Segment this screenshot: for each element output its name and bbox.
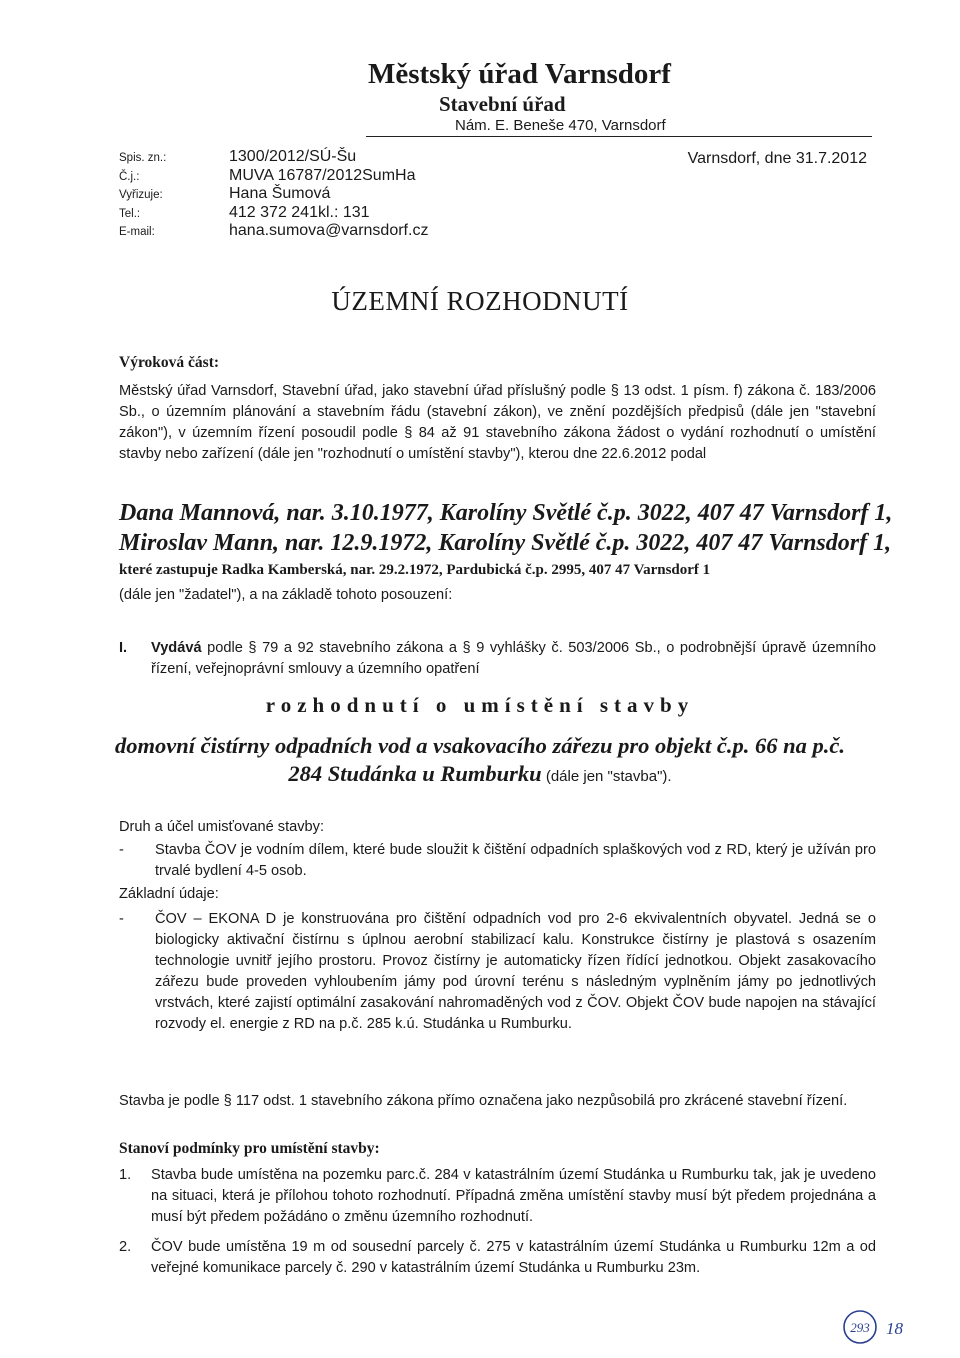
subject-place: 284 Studánka u Rumburku xyxy=(288,761,542,786)
basic-text: ČOV – EKONA D je konstruována pro čištění odpadních vod pro 2-6 ekvivalentních obyvatel. Jedná se o biologicky aktivační čistírnu s úplnou aerobní stabilizací kalu. Konstrukce čistírny je plastová s osazením technologie uvnitř jejího prostoru. Provoz čistírny je automaticky řízen řídící jednotkou. Objekt zasakovacího zářezu bude proveden vyhloubením jámy pod úrovní terénu s následným vyplněním jámy po jednotlivých vrstvách, které zajistí optimální zasakování nahromaděných vod z ČOV. Objekt ČOV bude napojen na stávající rozvody el. energie z RD na p.č. 285 k.ú. Studánka u Rumburku. xyxy=(155,911,876,1032)
meta-label: Č.j.: xyxy=(119,170,140,183)
condition-text: ČOV bude umístěna 19 m od sousední parcely č. 275 v katastrálním území Studánka u Rumburku 12m a od veřejné komunikace parcely č. 290 v katastrálním území Studánka u Rumburku 23m. xyxy=(151,1239,876,1276)
meta-label: Tel.: xyxy=(119,207,141,220)
section-lead: Vydává xyxy=(151,640,202,656)
applicant-note: (dále jen "žadatel"), a na základě tohoto posouzení: xyxy=(119,587,453,603)
dash-bullet: - xyxy=(119,911,124,927)
representative: které zastupuje Radka Kamberská, nar. 29.2.1972, Pardubická č.p. 2995, 407 47 Varnsdorf 1 xyxy=(119,562,711,578)
basic-item xyxy=(119,909,876,1035)
applicant-1: Dana Mannová, nar. 3.10.1977, Karolíny Světlé č.p. 3022, 407 47 Varnsdorf 1, xyxy=(119,500,893,526)
meta-value: 412 372 241kl.: 131 xyxy=(229,203,370,221)
meta-label: Spis. zn.: xyxy=(119,152,167,164)
subject-line-1: domovní čistírny odpadních vod a vsakovacího zářezu pro objekt č.p. 66 na p.č. xyxy=(115,733,845,758)
meta-label: E-mail: xyxy=(119,226,155,238)
condition-number: 1. xyxy=(119,1167,132,1183)
subject-tail: (dále jen "stavba"). xyxy=(541,768,672,785)
purpose-label: Druh a účel umisťované stavby: xyxy=(119,819,325,835)
dateline: Varnsdorf, dne 31.7.2012 xyxy=(687,150,867,167)
decision-heading: rozhodnutí o umístění stavby xyxy=(265,693,695,717)
condition-text: Stavba bude umístěna na pozemku parc.č. 284 v katastrálním území Studánka u Rumburku tak, jak je uvedeno na situaci, která je přílohou tohoto rozhodnutí. Případná změna umístění stavby musí být předem projednána a musí být předem požádáno o změnu územního rozhodnutí. xyxy=(151,1167,876,1225)
section-body: podle § 79 a 92 stavebního zákona a § 9 vyhlášky č. 503/2006 Sb., o podrobnější úpravě územního řízení, veřejnoprávní smlouvy a územního opatření xyxy=(151,640,876,677)
subject-line-2 xyxy=(0,760,960,791)
condition-item xyxy=(119,1237,876,1279)
office-address: Nám. E. Beneše 470, Varnsdorf xyxy=(455,117,666,134)
document-title: ÚZEMNÍ ROZHODNUTÍ xyxy=(331,286,629,316)
office-name: Městský úřad Varnsdorf xyxy=(368,58,671,90)
stamp-number: 293 xyxy=(850,1320,870,1335)
page-number-mark: 18 xyxy=(886,1319,903,1338)
meta-value: MUVA 16787/2012SumHa xyxy=(229,166,416,184)
section-text xyxy=(151,638,876,680)
header-rule xyxy=(366,136,872,137)
basic-label: Základní údaje: xyxy=(119,886,219,902)
decision-subject xyxy=(0,732,960,791)
meta-label: Vyřizuje: xyxy=(119,189,163,201)
section-number: I. xyxy=(119,640,128,656)
dash-bullet: - xyxy=(119,842,124,858)
purpose-text: Stavba ČOV je vodním dílem, které bude sloužit k čištění odpadních splaškových vod z RD, který je užíván pro trvalé bydlení 4-5 osob. xyxy=(155,842,876,879)
purpose-item xyxy=(119,840,876,882)
meta-value: Hana Šumová xyxy=(229,185,331,202)
conditions-heading: Stanoví podmínky pro umístění stavby: xyxy=(119,1140,380,1157)
condition-item xyxy=(119,1165,876,1228)
applicant-2: Miroslav Mann, nar. 12.9.1972, Karolíny Světlé č.p. 3022, 407 47 Varnsdorf 1, xyxy=(119,530,892,556)
meta-value: hana.sumova@varnsdorf.cz xyxy=(229,222,429,239)
condition-number: 2. xyxy=(119,1239,132,1255)
meta-value: 1300/2012/SÚ-Šu xyxy=(229,148,357,165)
verdict-heading: Výroková část: xyxy=(119,354,220,371)
section-i xyxy=(119,638,876,680)
intro-paragraph: Městský úřad Varnsdorf, Stavební úřad, jako stavební úřad příslušný podle § 13 odst. 1 písm. f) zákona č. 183/2006 Sb., o územním plánování a stavebním řádu (stavební zákon), ve znění pozdějších předpisů (dále jen "stavební zákon"), v územním řízení posoudil podle § 84 až 91 stavebního zákona žádost o vydání rozhodnutí o umístění stavby nebo zařízení (dále jen "rozhodnutí o umístění stavby"), kterou dne 22.6.2012 podal xyxy=(119,383,876,462)
page-stamp xyxy=(842,1307,960,1347)
notice-paragraph: Stavba je podle § 117 odst. 1 stavebního zákona přímo označena jako nezpůsobilá pro zkrácené stavební řízení. xyxy=(119,1093,848,1109)
department-name: Stavební úřad xyxy=(439,92,566,116)
